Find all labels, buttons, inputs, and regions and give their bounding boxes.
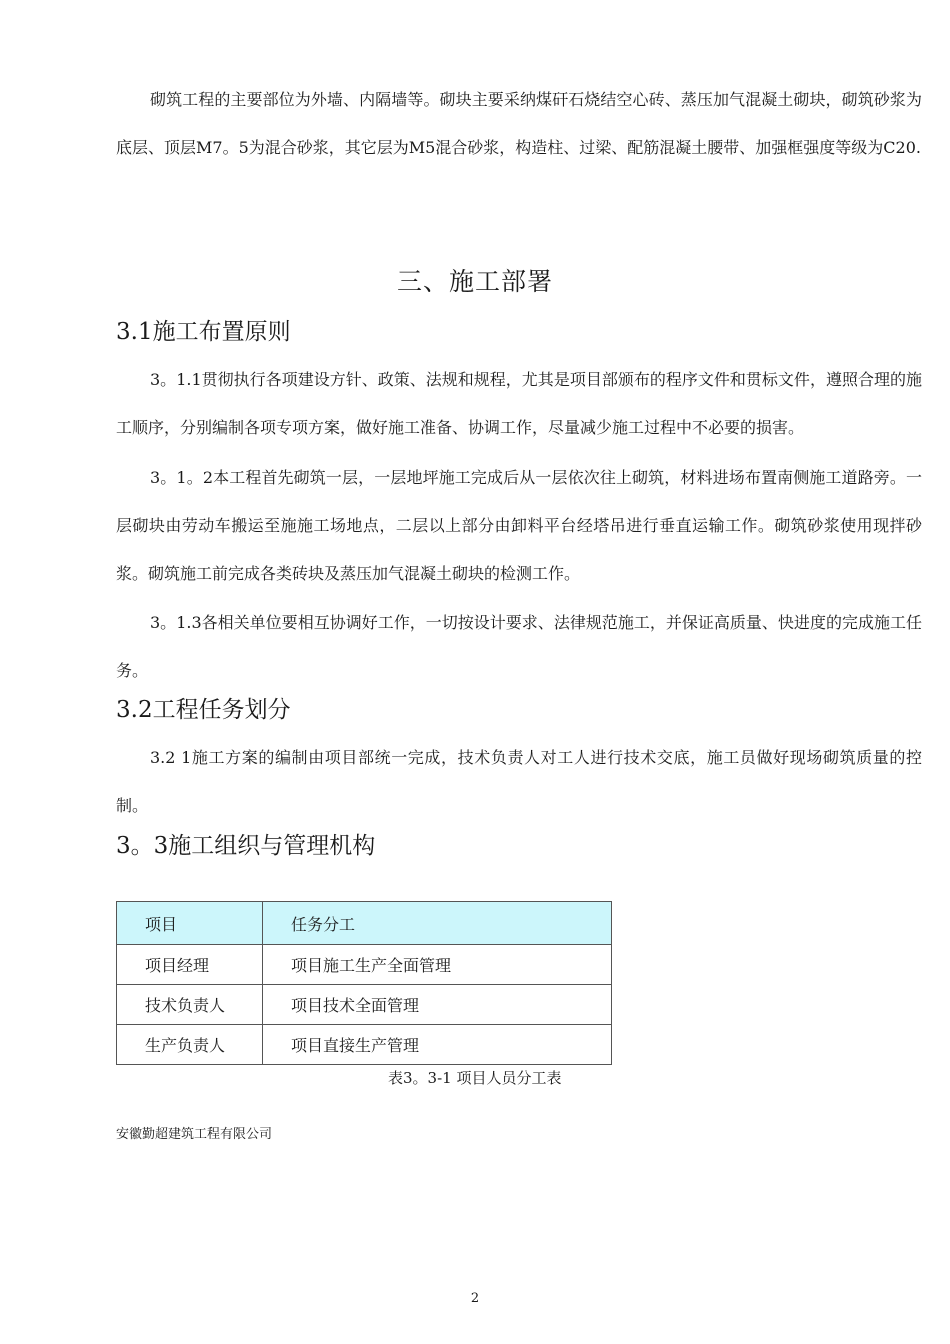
- paragraph-3-1-1: 3。1.1贯彻执行各项建设方针、政策、法规和规程，尤其是项目部颁布的程序文件和贯标文件，遵照合理的施工顺序，分别编制各项专项方案，做好施工准备、协调工作，尽量减少施工过程中不必要的损害。: [116, 370, 922, 437]
- heading-3-2: 3.2工程任务划分: [116, 697, 291, 723]
- table-row: [117, 945, 612, 985]
- table-cell-role: 技术负责人: [117, 985, 263, 1025]
- section-title: 三、施工部署: [396, 267, 553, 296]
- heading-3-3: 3。3施工组织与管理机构: [116, 833, 376, 859]
- table-row: [117, 985, 612, 1025]
- heading-3-1: 3.1施工布置原则: [116, 319, 291, 345]
- table-cell-role: 项目经理: [117, 945, 263, 985]
- paragraph-3-1-2: 3。1。2本工程首先砌筑一层，一层地坪施工完成后从一层依次往上砌筑，材料进场布置南侧施工道路旁。一层砌块由劳动车搬运至施施工场地点，二层以上部分由卸料平台经塔吊进行垂直运输工作。砌筑砂浆使用现拌砂浆。砌筑施工前完成各类砖块及蒸压加气混凝土砌块的检测工作。: [116, 468, 922, 583]
- table-cell-duty: 项目施工生产全面管理: [263, 945, 612, 985]
- table-cell-duty: 项目直接生产管理: [263, 1025, 612, 1065]
- table-row: [117, 1025, 612, 1065]
- table-cell-role: 生产负责人: [117, 1025, 263, 1065]
- staff-assignment-table: [116, 901, 612, 1065]
- intro-paragraph: 砌筑工程的主要部位为外墙、内隔墙等。砌块主要采纳煤矸石烧结空心砖、蒸压加气混凝土砌块，砌筑砂浆为底层、顶层M7。5为混合砂浆，其它层为M5混合砂浆，构造柱、过梁、配筋混凝土腰带、加强框强度等级为C20.: [116, 90, 922, 157]
- table-cell-duty: 项目技术全面管理: [263, 985, 612, 1025]
- table-caption: 表3。3-1 项目人员分工表: [388, 1069, 562, 1087]
- paragraph-3-1-3: 3。1.3各相关单位要相互协调好工作，一切按设计要求、法律规范施工，并保证高质量、快进度的完成施工任务。: [116, 613, 922, 680]
- company-name: 安徽勤超建筑工程有限公司: [116, 1127, 273, 1142]
- paragraph-3-2-1: 3.2 1施工方案的编制由项目部统一完成，技术负责人对工人进行技术交底，施工员做好现场砌筑质量的控制。: [116, 748, 922, 815]
- page-number: 2: [470, 1291, 480, 1306]
- table-header-cell: 项目: [117, 902, 263, 945]
- table-header-cell: 任务分工: [263, 902, 612, 945]
- table-header-row: [117, 902, 612, 945]
